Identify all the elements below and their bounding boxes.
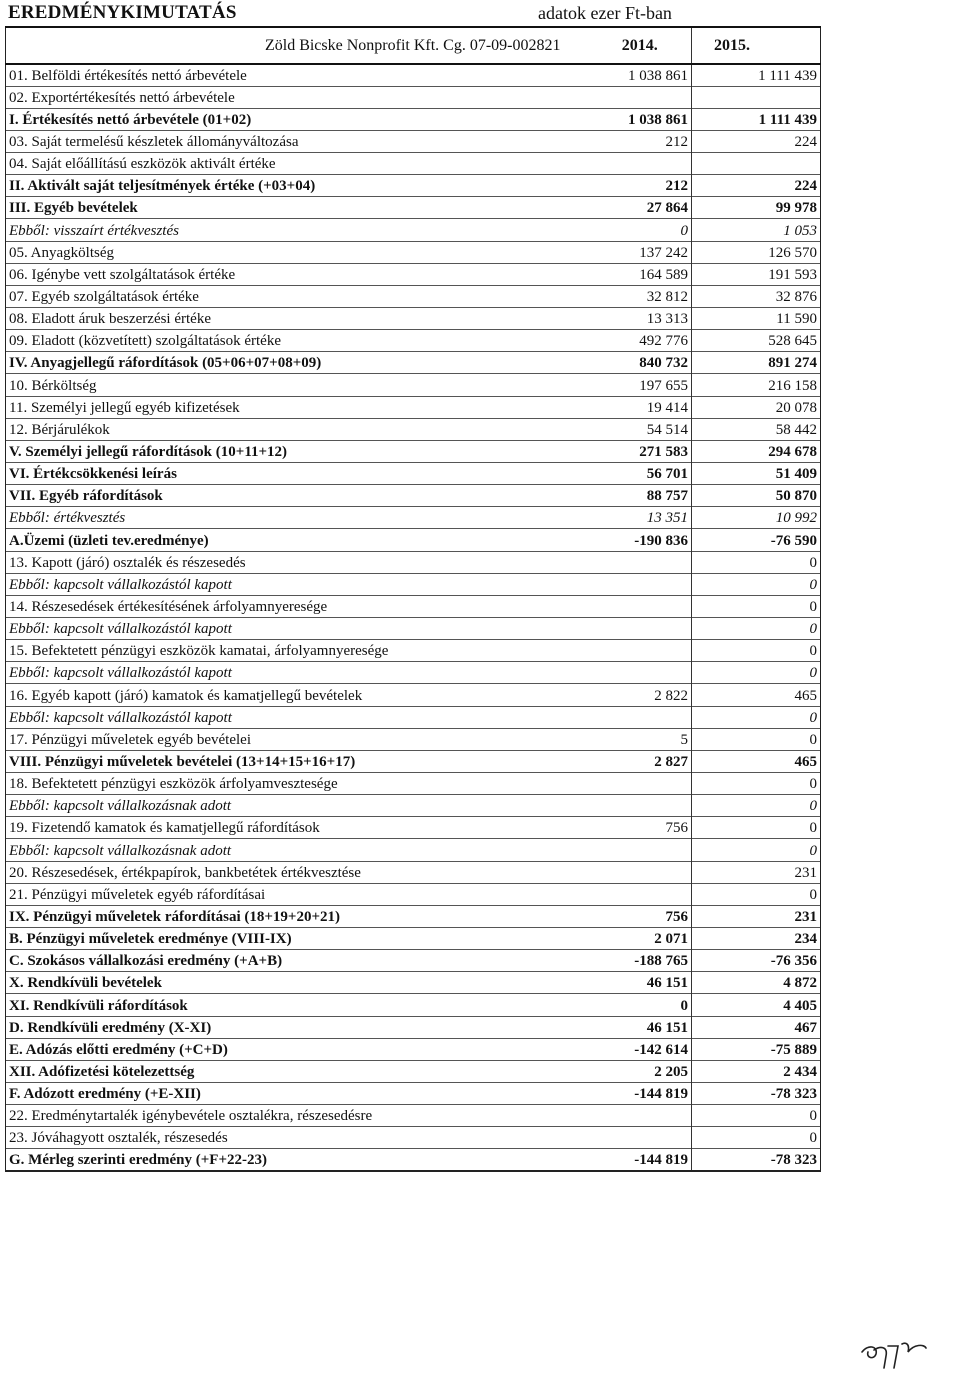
value-2015: 191 593 [692, 263, 821, 285]
value-2014 [589, 706, 692, 728]
value-2014: 13 351 [589, 507, 692, 529]
row-label: VI. Értékcsökkenési leírás [6, 463, 589, 485]
value-2015: 0 [692, 817, 821, 839]
table-header-row [6, 27, 821, 64]
value-2014: -144 819 [589, 1149, 692, 1171]
value-2015: 1 111 439 [692, 108, 821, 130]
value-2014: 212 [589, 175, 692, 197]
table-row [6, 108, 821, 130]
row-label: Ebből: kapcsolt vállalkozásnak adott [6, 839, 589, 861]
value-2014 [589, 86, 692, 108]
table-row [6, 1082, 821, 1104]
row-label: 13. Kapott (járó) osztalék és részesedés [6, 551, 589, 573]
row-label: 14. Részesedések értékesítésének árfolyamnyeresége [6, 595, 589, 617]
value-2014 [589, 662, 692, 684]
column-header-2015: 2015. [692, 27, 821, 64]
row-label: 02. Exportértékesítés nettó árbevétele [6, 86, 589, 108]
row-label: 22. Eredménytartalék igénybevétele osztalékra, részesedésre [6, 1105, 589, 1127]
value-2015: -78 323 [692, 1082, 821, 1104]
handwritten-signature [858, 1340, 930, 1370]
row-label: Ebből: visszaírt értékvesztés [6, 219, 589, 241]
row-label: 20. Részesedések, értékpapírok, bankbetétek értékvesztése [6, 861, 589, 883]
value-2015: 0 [692, 883, 821, 905]
row-label: D. Rendkívüli eredmény (X-XI) [6, 1016, 589, 1038]
value-2014: -144 819 [589, 1082, 692, 1104]
value-2015: 891 274 [692, 352, 821, 374]
value-2014: 756 [589, 905, 692, 927]
row-label: III. Egyéb bevételek [6, 197, 589, 219]
value-2015: 1 053 [692, 219, 821, 241]
table-row [6, 994, 821, 1016]
value-2015: 11 590 [692, 308, 821, 330]
value-2014: 2 071 [589, 927, 692, 949]
value-2014: -142 614 [589, 1038, 692, 1060]
table-row [6, 595, 821, 617]
value-2015: 0 [692, 728, 821, 750]
row-label: VIII. Pénzügyi műveletek bevételei (13+14+15+16+17) [6, 750, 589, 772]
value-2015: 0 [692, 595, 821, 617]
row-label: 11. Személyi jellegű egyéb kifizetések [6, 396, 589, 418]
value-2014 [589, 883, 692, 905]
value-2015: 4 872 [692, 972, 821, 994]
row-label: 18. Befektetett pénzügyi eszközök árfolyamvesztesége [6, 773, 589, 795]
table-row [6, 750, 821, 772]
value-2015: 0 [692, 1127, 821, 1149]
value-2014 [589, 551, 692, 573]
table-row [6, 551, 821, 573]
value-2015: 0 [692, 839, 821, 861]
row-label: 04. Saját előállítású eszközök aktivált értéke [6, 153, 589, 175]
row-label: XI. Rendkívüli ráfordítások [6, 994, 589, 1016]
value-2014: 137 242 [589, 241, 692, 263]
row-label: IV. Anyagjellegű ráfordítások (05+06+07+08+09) [6, 352, 589, 374]
row-label: Ebből: értékvesztés [6, 507, 589, 529]
row-label: G. Mérleg szerinti eredmény (+F+22-23) [6, 1149, 589, 1171]
value-2015: 528 645 [692, 330, 821, 352]
value-2015 [692, 86, 821, 108]
value-2014: -188 765 [589, 950, 692, 972]
table-row [6, 330, 821, 352]
value-2014: 88 757 [589, 485, 692, 507]
value-2015: 234 [692, 927, 821, 949]
value-2014: 54 514 [589, 418, 692, 440]
row-label: 17. Pénzügyi műveletek egyéb bevételei [6, 728, 589, 750]
value-2014 [589, 640, 692, 662]
company-header: Zöld Bicske Nonprofit Kft. Cg. 07-09-002821 [6, 27, 589, 64]
value-2015: 465 [692, 750, 821, 772]
table-row [6, 130, 821, 152]
value-2014: 5 [589, 728, 692, 750]
table-row [6, 197, 821, 219]
table-row [6, 1016, 821, 1038]
table-row [6, 662, 821, 684]
table-row [6, 418, 821, 440]
row-label: II. Aktivált saját teljesítmények értéke (+03+04) [6, 175, 589, 197]
row-label: B. Pénzügyi műveletek eredménye (VIII-IX) [6, 927, 589, 949]
value-2014: 0 [589, 994, 692, 1016]
table-row [6, 396, 821, 418]
table-row [6, 883, 821, 905]
row-label: 23. Jóváhagyott osztalék, részesedés [6, 1127, 589, 1149]
unit-note: adatok ezer Ft-ban [538, 3, 672, 23]
row-label: Ebből: kapcsolt vállalkozástól kapott [6, 706, 589, 728]
table-row [6, 728, 821, 750]
table-row [6, 706, 821, 728]
value-2015: 0 [692, 1105, 821, 1127]
value-2015: 294 678 [692, 440, 821, 462]
value-2014: 13 313 [589, 308, 692, 330]
value-2014: 27 864 [589, 197, 692, 219]
value-2014: 212 [589, 130, 692, 152]
value-2015: 0 [692, 773, 821, 795]
document-title: EREDMÉNYKIMUTATÁS [8, 2, 237, 23]
table-row [6, 1105, 821, 1127]
table-row [6, 950, 821, 972]
value-2014 [589, 839, 692, 861]
value-2015: 467 [692, 1016, 821, 1038]
row-label: 08. Eladott áruk beszerzési értéke [6, 308, 589, 330]
value-2015: 32 876 [692, 285, 821, 307]
value-2014: 2 822 [589, 684, 692, 706]
value-2015: 0 [692, 573, 821, 595]
value-2014 [589, 773, 692, 795]
value-2015: -76 356 [692, 950, 821, 972]
value-2015: 10 992 [692, 507, 821, 529]
table-row [6, 352, 821, 374]
row-label: 01. Belföldi értékesítés nettó árbevétele [6, 64, 589, 86]
row-label: X. Rendkívüli bevételek [6, 972, 589, 994]
value-2014: 46 151 [589, 1016, 692, 1038]
table-body [6, 64, 821, 1171]
table-row [6, 1038, 821, 1060]
value-2014: -190 836 [589, 529, 692, 551]
table-row [6, 839, 821, 861]
value-2014: 19 414 [589, 396, 692, 418]
row-label: Ebből: kapcsolt vállalkozástól kapott [6, 662, 589, 684]
table-row [6, 1149, 821, 1171]
value-2015: 0 [692, 706, 821, 728]
table-row [6, 817, 821, 839]
table-row [6, 485, 821, 507]
table-row [6, 972, 821, 994]
column-header-2014: 2014. [589, 27, 692, 64]
row-label: 06. Igénybe vett szolgáltatások értéke [6, 263, 589, 285]
value-2014: 756 [589, 817, 692, 839]
table-row [6, 905, 821, 927]
value-2015: 20 078 [692, 396, 821, 418]
value-2014: 1 038 861 [589, 64, 692, 86]
income-statement-table [5, 26, 821, 1172]
table-row [6, 463, 821, 485]
table-row [6, 153, 821, 175]
value-2015: 58 442 [692, 418, 821, 440]
row-label: F. Adózott eredmény (+E-XII) [6, 1082, 589, 1104]
table-row [6, 285, 821, 307]
value-2014: 492 776 [589, 330, 692, 352]
value-2015: 0 [692, 640, 821, 662]
row-label: 15. Befektetett pénzügyi eszközök kamatai, árfolyamnyeresége [6, 640, 589, 662]
table-row [6, 1060, 821, 1082]
value-2015: 231 [692, 861, 821, 883]
value-2015: -76 590 [692, 529, 821, 551]
table-row [6, 684, 821, 706]
value-2014 [589, 595, 692, 617]
value-2015: 224 [692, 130, 821, 152]
value-2015: 2 434 [692, 1060, 821, 1082]
value-2014: 164 589 [589, 263, 692, 285]
value-2014 [589, 1127, 692, 1149]
table-row [6, 773, 821, 795]
value-2014 [589, 795, 692, 817]
value-2014: 0 [589, 219, 692, 241]
table-row [6, 86, 821, 108]
table-row [6, 175, 821, 197]
table-row [6, 440, 821, 462]
row-label: C. Szokásos vállalkozási eredmény (+A+B) [6, 950, 589, 972]
value-2015: -75 889 [692, 1038, 821, 1060]
value-2014: 271 583 [589, 440, 692, 462]
value-2015: 231 [692, 905, 821, 927]
table-row [6, 374, 821, 396]
value-2014: 2 205 [589, 1060, 692, 1082]
value-2015: 4 405 [692, 994, 821, 1016]
row-label: VII. Egyéb ráfordítások [6, 485, 589, 507]
value-2015: 0 [692, 662, 821, 684]
value-2015: 224 [692, 175, 821, 197]
table-row [6, 507, 821, 529]
value-2015: -78 323 [692, 1149, 821, 1171]
table-row [6, 1127, 821, 1149]
row-label: A.Üzemi (üzleti tev.eredménye) [6, 529, 589, 551]
value-2014: 46 151 [589, 972, 692, 994]
value-2015: 216 158 [692, 374, 821, 396]
table-row [6, 927, 821, 949]
value-2014: 840 732 [589, 352, 692, 374]
row-label: 09. Eladott (közvetített) szolgáltatások értéke [6, 330, 589, 352]
row-label: 16. Egyéb kapott (járó) kamatok és kamatjellegű bevételek [6, 684, 589, 706]
row-label: Ebből: kapcsolt vállalkozásnak adott [6, 795, 589, 817]
row-label: 03. Saját termelésű készletek állományváltozása [6, 130, 589, 152]
row-label: 19. Fizetendő kamatok és kamatjellegű ráfordítások [6, 817, 589, 839]
table-row [6, 241, 821, 263]
table-row [6, 861, 821, 883]
value-2015 [692, 153, 821, 175]
value-2014 [589, 618, 692, 640]
value-2014 [589, 861, 692, 883]
table-row [6, 219, 821, 241]
row-label: V. Személyi jellegű ráfordítások (10+11+12) [6, 440, 589, 462]
row-label: Ebből: kapcsolt vállalkozástól kapott [6, 573, 589, 595]
row-label: I. Értékesítés nettó árbevétele (01+02) [6, 108, 589, 130]
table-row [6, 573, 821, 595]
value-2015: 50 870 [692, 485, 821, 507]
row-label: E. Adózás előtti eredmény (+C+D) [6, 1038, 589, 1060]
value-2014 [589, 1105, 692, 1127]
table-row [6, 529, 821, 551]
value-2014: 32 812 [589, 285, 692, 307]
row-label: 10. Bérköltség [6, 374, 589, 396]
row-label: XII. Adófizetési kötelezettség [6, 1060, 589, 1082]
value-2015: 126 570 [692, 241, 821, 263]
row-label: IX. Pénzügyi műveletek ráfordításai (18+19+20+21) [6, 905, 589, 927]
value-2014 [589, 573, 692, 595]
value-2014: 197 655 [589, 374, 692, 396]
row-label: 05. Anyagköltség [6, 241, 589, 263]
value-2015: 0 [692, 618, 821, 640]
table-row [6, 64, 821, 86]
table-row [6, 618, 821, 640]
table-row [6, 795, 821, 817]
row-label: Ebből: kapcsolt vállalkozástól kapott [6, 618, 589, 640]
value-2014: 2 827 [589, 750, 692, 772]
row-label: 07. Egyéb szolgáltatások értéke [6, 285, 589, 307]
value-2015: 0 [692, 795, 821, 817]
row-label: 21. Pénzügyi műveletek egyéb ráfordításai [6, 883, 589, 905]
row-label: 12. Bérjárulékok [6, 418, 589, 440]
value-2015: 1 111 439 [692, 64, 821, 86]
table-row [6, 640, 821, 662]
value-2015: 0 [692, 551, 821, 573]
table-row [6, 263, 821, 285]
value-2014: 1 038 861 [589, 108, 692, 130]
value-2015: 99 978 [692, 197, 821, 219]
value-2014: 56 701 [589, 463, 692, 485]
value-2014 [589, 153, 692, 175]
table-row [6, 308, 821, 330]
value-2015: 465 [692, 684, 821, 706]
value-2015: 51 409 [692, 463, 821, 485]
